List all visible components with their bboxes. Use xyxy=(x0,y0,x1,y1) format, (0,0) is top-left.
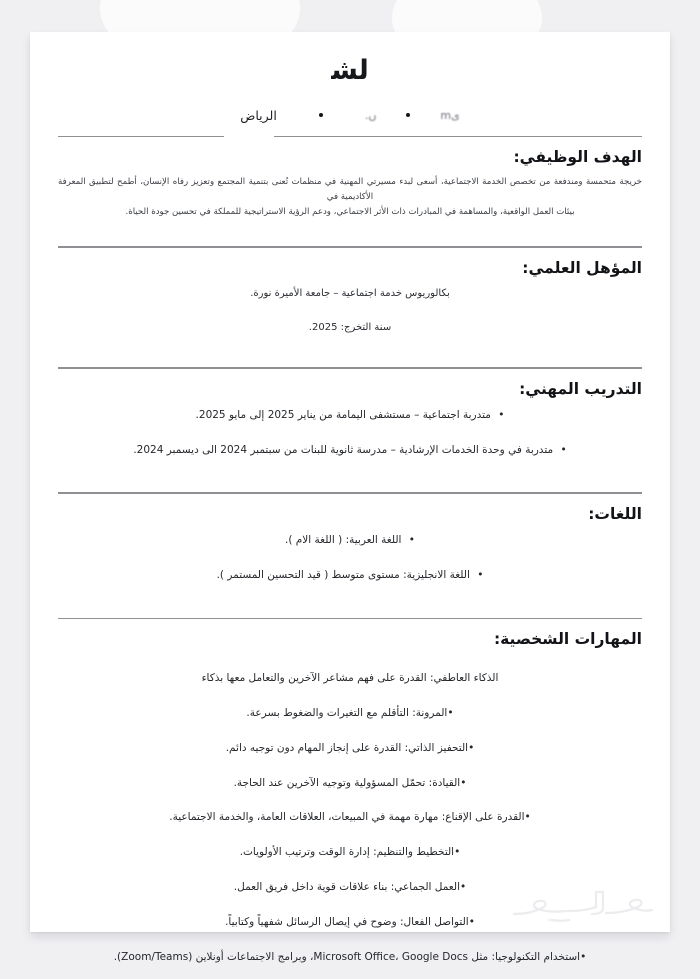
section-training xyxy=(58,379,642,459)
section-title-languages: اللغات: xyxy=(588,504,642,523)
spacer xyxy=(58,687,642,705)
skill-item xyxy=(58,914,642,931)
spacer xyxy=(58,549,642,567)
skill-item-text: القيادة: تحمّل المسؤولية وتوجيه الآخرين عند الحاجة. xyxy=(233,776,461,789)
section-title-objective: الهدف الوظيفي: xyxy=(513,148,642,167)
spacer xyxy=(58,336,642,354)
bullet-icon: • xyxy=(560,443,567,456)
skill-item xyxy=(58,879,642,896)
education-degree: بكالوريوس خدمة اجتماعية – جامعة الأميرة نورة. xyxy=(250,288,450,300)
contact-field-2: ں. xyxy=(364,108,377,122)
header-divider-segment xyxy=(58,136,224,138)
spacer xyxy=(58,722,642,740)
bullet-icon: • xyxy=(460,776,467,789)
spacer xyxy=(58,220,642,233)
bullet-icon: • xyxy=(447,706,454,719)
contact-city: الرياض xyxy=(240,107,277,123)
skill-item-text: التحفيز الذاتي: القدرة على إنجاز المهام دون توجيه دائم. xyxy=(225,741,469,754)
skill-item xyxy=(58,844,642,861)
objective-paragraph-line-2: بيئات العمل الواقعية، والمساهمة في المبادرات ذات الأثر الاجتماعي، ودعم الرؤية الاستراتيجية للمملكة في تحسين جودة الحياة. xyxy=(125,207,575,218)
bullet-icon: • xyxy=(454,846,461,859)
training-item xyxy=(58,442,642,459)
contact-separator-dot xyxy=(319,113,323,117)
contact-row xyxy=(58,108,642,123)
spacer xyxy=(58,931,642,949)
language-item-text: اللغة الانجليزية: مستوى متوسط ( قيد التحسين المستمر ). xyxy=(216,568,470,581)
bullet-icon: • xyxy=(477,568,484,581)
resume-page xyxy=(30,32,670,963)
skill-item-text: استخدام التكنولوجيا: مثل Microsoft Office، Google Docs، وبرامج الاجتماعات أونلاين (Zoom/Teams). xyxy=(113,950,581,963)
bullet-icon: • xyxy=(468,915,475,928)
language-item xyxy=(58,567,642,584)
skill-item-text: المرونة: التأقلم مع التغيرات والضغوط بسرعة. xyxy=(246,706,448,719)
skill-item xyxy=(58,670,642,687)
skill-item-text: الذكاء العاطفي: القدرة على فهم مشاعر الآخرين والتعامل معها بذكاء xyxy=(201,672,499,685)
spacer xyxy=(58,826,642,844)
bullet-icon: • xyxy=(580,950,587,963)
spacer xyxy=(58,424,642,442)
spacer xyxy=(58,584,642,605)
spacer xyxy=(58,302,642,320)
training-item-text: متدربة في وحدة الخدمات الإرشادية – مدرسة ثانوية للبنات من سبتمبر 2024 الى ديسمبر 2024. xyxy=(133,443,554,456)
skill-item-text: العمل الجماعي: بناء علاقات قوية داخل فريق العمل. xyxy=(233,880,460,893)
section-title-training: التدريب المهني: xyxy=(519,379,642,398)
section-education xyxy=(58,258,642,336)
skill-item xyxy=(58,740,642,757)
objective-divider xyxy=(58,246,642,248)
skill-item xyxy=(58,949,642,966)
skill-item xyxy=(58,809,642,826)
spacer xyxy=(58,757,642,775)
section-languages xyxy=(58,504,642,584)
spacer xyxy=(58,458,642,479)
education-divider xyxy=(58,367,642,369)
candidate-name: ﻟﺸ xyxy=(331,55,369,86)
resume-content xyxy=(30,32,670,963)
language-item xyxy=(58,532,642,549)
skill-item xyxy=(58,775,642,792)
training-divider xyxy=(58,492,642,494)
section-title-skills: المهارات الشخصية: xyxy=(493,630,642,649)
skill-item xyxy=(58,705,642,722)
language-item-text: اللغة العربية: ( اللغة الام ). xyxy=(285,533,402,546)
header-divider xyxy=(58,136,642,138)
contact-field-3: ىm xyxy=(440,108,460,122)
skill-item-text: القدرة على الإقناع: مهارة مهمة في المبيعات، العلاقات العامة، والخدمة الاجتماعية. xyxy=(169,811,525,824)
bullet-icon: • xyxy=(468,741,475,754)
training-item-text: متدربة اجتماعية – مستشفى اليمامة من يناير 2025 إلى مايو 2025. xyxy=(195,408,491,421)
bullet-icon: • xyxy=(498,408,505,421)
bullet-icon: • xyxy=(460,880,467,893)
education-graduation-year: سنة التخرج: 2025. xyxy=(308,322,392,334)
section-title-education: المؤهل العلمي: xyxy=(522,258,642,277)
contact-separator-dot xyxy=(406,113,410,117)
section-skills xyxy=(58,629,642,965)
spacer xyxy=(58,791,642,809)
header-divider-segment xyxy=(274,136,642,138)
skill-item-text: التواصل الفعال: وضوح في إيصال الرسائل شفهياً وكتابياً. xyxy=(225,915,469,928)
skill-item-text: التخطيط والتنظيم: إدارة الوقت وترتيب الأولويات. xyxy=(239,846,455,859)
bullet-icon: • xyxy=(408,533,415,546)
spacer xyxy=(58,896,642,914)
spacer xyxy=(58,657,642,670)
training-item xyxy=(58,407,642,424)
languages-divider xyxy=(58,618,642,620)
section-objective xyxy=(58,147,642,220)
objective-paragraph-line-1: خريجة متحمسة ومندفعة من تخصص الخدمة الاجتماعية، أسعى لبدء مسيرتي المهنية في منظمات تُعنى بتنمية المجتمع وتعزيز رفاه الإنسان، أطمح لتطبيق المعرفة الأكاديمية في xyxy=(58,177,642,203)
spacer xyxy=(58,861,642,879)
bullet-icon: • xyxy=(524,811,531,824)
